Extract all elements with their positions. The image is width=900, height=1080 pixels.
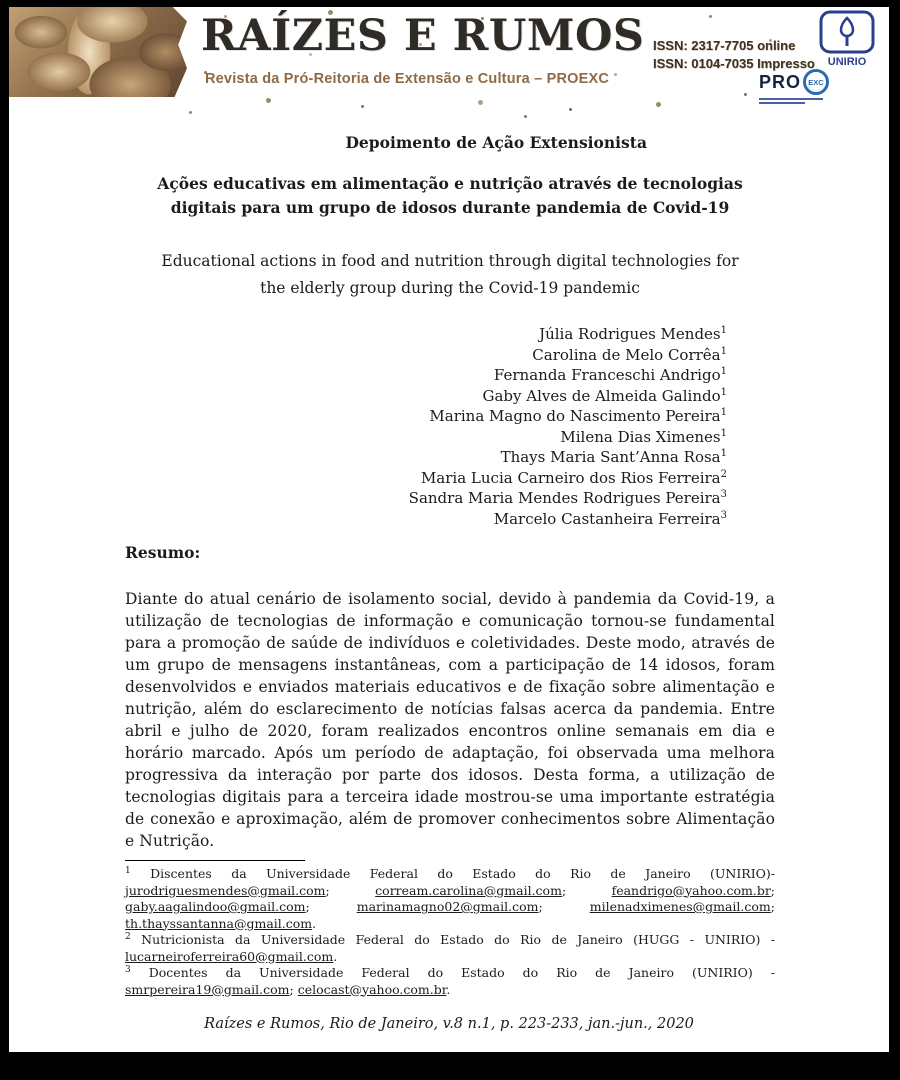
author-affiliation-marker: 1 xyxy=(720,407,727,419)
author-line xyxy=(125,365,727,386)
footnote-text: Discentes da Universidade Federal do Estado do Rio de Janeiro (UNIRIO)- xyxy=(150,866,775,881)
footnote-text: ; xyxy=(289,981,298,997)
footnote-marker: 1 xyxy=(125,865,131,876)
issn-print: ISSN: 0104-7035 Impresso xyxy=(653,56,815,72)
article-section-label: Depoimento de Ação Extensionista xyxy=(345,133,647,152)
footnote-text: Docentes da Universidade Federal do Estado do Rio de Janeiro (UNIRIO) - xyxy=(148,965,775,980)
footnote-text: . xyxy=(333,948,338,964)
author-line xyxy=(125,468,727,489)
proexc-logo-caption-decoration xyxy=(759,98,843,104)
footnote xyxy=(125,932,775,965)
footnote-email-link[interactable]: jurodriguesmendes@gmail.com xyxy=(125,882,326,898)
proexc-logo-circle-icon xyxy=(803,69,829,95)
journal-cover-collage-image xyxy=(9,7,187,97)
footnote-text: ; xyxy=(770,899,776,914)
author-name: Carolina de Melo Corrêa xyxy=(532,345,721,364)
author-affiliation-marker: 3 xyxy=(720,509,727,521)
footnote-text: Nutricionista da Universidade Federal do Estado do Rio de Janeiro (HUGG - UNIRIO) - xyxy=(141,932,775,947)
article-content xyxy=(9,133,889,852)
author-line xyxy=(125,345,727,366)
article-title-english: Educational actions in food and nutrition through digital technologies for the elderly group during the Covid-19 pandemic xyxy=(161,252,739,298)
author-name: Milena Dias Ximenes xyxy=(560,427,721,446)
author-affiliation-marker: 1 xyxy=(720,345,727,357)
author-name: Júlia Rodrigues Mendes xyxy=(539,325,721,344)
author-affiliation-marker: 1 xyxy=(720,448,727,460)
issn-block xyxy=(653,37,815,73)
article-title-portuguese: Ações educativas em alimentação e nutrição através de tecnologias digitais para um grupo de idosos durante pandemia de Covid-19 xyxy=(157,174,743,218)
author-name: Gaby Alves de Almeida Galindo xyxy=(482,386,721,405)
author-line xyxy=(125,509,727,530)
footnote-email-link[interactable]: corream.carolina@gmail.com xyxy=(375,882,562,898)
author-name: Marina Magno do Nascimento Pereira xyxy=(429,407,721,426)
footnote-text: ; xyxy=(305,899,357,914)
footnote-separator-rule xyxy=(125,860,305,861)
footnote-email-link[interactable]: marinamagno02@gmail.com xyxy=(356,899,539,914)
authors-list xyxy=(125,324,775,529)
footnotes-list xyxy=(125,866,775,998)
author-affiliation-marker: 2 xyxy=(720,468,727,480)
texture-speckles-decoration xyxy=(9,13,12,16)
abstract-text: Diante do atual cenário de isolamento social, devido à pandemia da Covid-19, a utilização de tecnologias de informação e comunicação tornou-se fundamental para a promoção de saúde de indivíduos e coletividades. Deste modo, através de um grupo de mensagens instantâneas, com a participação de 14 idosos, foram desenvolvidos e enviados materiais educativos e de fixação sobre alimentação e nutrição, além do esclarecimento de notícias falsas acerca da pandemia. Entre abril e julho de 2020, foram realizados encontros online semanais em dia e horário marcado. Após um período de adaptação, foi observada uma melhora progressiva da interação por parte dos idosos. Desta forma, a utilização de tecnologias digitais para a terceira idade mostrou-se uma importante estratégia de conexão e aproximação, além de promover conhecimentos sobre Alimentação e Nutrição. xyxy=(125,590,775,851)
proexc-logo-pro-text: PRO xyxy=(759,71,802,92)
author-line xyxy=(125,406,727,427)
author-line xyxy=(125,488,727,509)
author-affiliation-marker: 1 xyxy=(720,427,727,439)
author-line xyxy=(125,447,727,468)
journal-header xyxy=(9,7,889,111)
author-affiliation-marker: 3 xyxy=(720,489,727,501)
footnote-email-link[interactable]: celocast@yahoo.com.br xyxy=(297,981,447,997)
author-name: Sandra Maria Mendes Rodrigues Pereira xyxy=(408,489,721,508)
author-affiliation-marker: 1 xyxy=(720,366,727,378)
abstract-heading: Resumo: xyxy=(125,543,201,563)
author-name: Fernanda Franceschi Andrigo xyxy=(493,366,721,385)
author-name: Maria Lucia Carneiro dos Rios Ferreira xyxy=(420,468,721,487)
footnote-email-link[interactable]: smrpereira19@gmail.com xyxy=(125,981,290,997)
footnote-text: ; xyxy=(770,882,776,898)
footnote-marker: 3 xyxy=(125,964,131,975)
unirio-logo-icon xyxy=(815,10,879,68)
document-page xyxy=(9,7,889,1052)
author-line xyxy=(125,386,727,407)
footnote-text: . xyxy=(446,981,451,997)
proexc-logo-exc-text: EXC xyxy=(808,77,824,87)
footnote-email-link[interactable]: gaby.aagalindoo@gmail.com xyxy=(125,899,306,914)
footnote-email-link[interactable]: lucarneiroferreira60@gmail.com xyxy=(125,948,334,964)
page-footer-citation: Raízes e Rumos, Rio de Janeiro, v.8 n.1, p. 223-233, jan.-jun., 2020 xyxy=(204,1016,694,1032)
footnote-marker: 2 xyxy=(125,931,131,942)
footnote-text: ; xyxy=(561,882,612,898)
author-name: Marcelo Castanheira Ferreira xyxy=(493,509,721,528)
footnote-block xyxy=(125,860,775,998)
unirio-logo xyxy=(815,10,879,68)
issn-online: ISSN: 2317-7705 online xyxy=(653,38,796,53)
footnote-email-link[interactable]: milenadximenes@gmail.com xyxy=(589,899,771,914)
proexc-logo xyxy=(759,69,843,104)
footnote xyxy=(125,965,775,998)
author-affiliation-marker: 1 xyxy=(720,325,727,337)
unirio-logo-text: UNIRIO xyxy=(827,56,867,68)
author-affiliation-marker: 1 xyxy=(720,386,727,398)
footnote-email-link[interactable]: feandrigo@yahoo.com.br xyxy=(611,882,771,898)
footnote xyxy=(125,866,775,932)
journal-subtitle: Revista da Pró-Reitoria de Extensão e Cultura – PROEXC xyxy=(205,71,610,87)
footnote-email-link[interactable]: th.thayssantanna@gmail.com xyxy=(125,915,313,931)
author-line xyxy=(125,427,727,448)
journal-title: RAÍZES E RUMOS xyxy=(201,11,645,61)
footnote-text: ; xyxy=(325,882,376,898)
footnote-text: ; xyxy=(538,899,590,914)
footnote-text: . xyxy=(312,915,317,931)
author-line xyxy=(125,324,727,345)
author-name: Thays Maria Sant’Anna Rosa xyxy=(500,448,721,467)
